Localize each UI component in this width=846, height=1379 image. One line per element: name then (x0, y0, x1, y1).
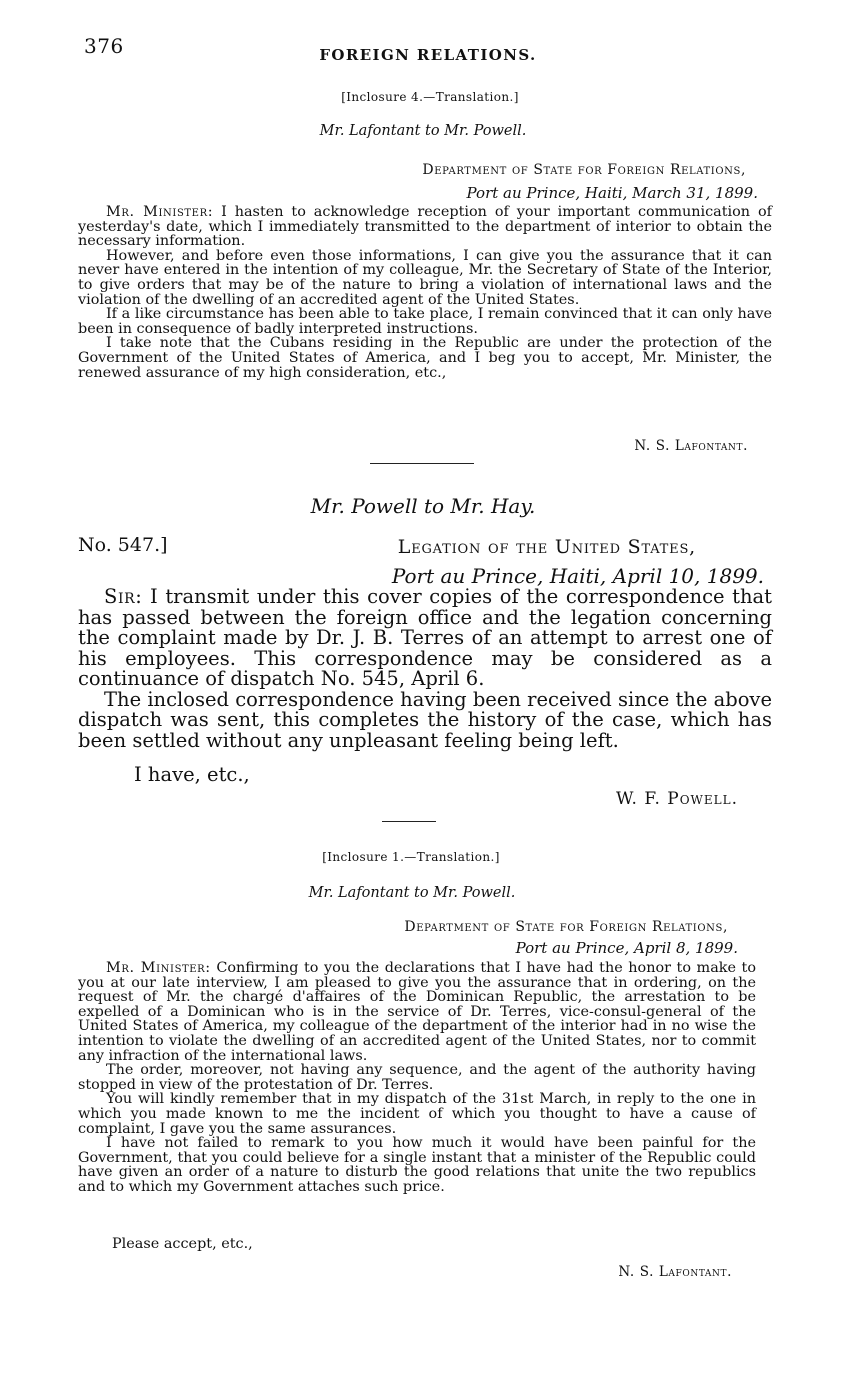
letter-heading-lafontant-2: Mr. Lafontant to Mr. Powell. (308, 885, 516, 901)
signature-lafontant-2: N. S. Lafontant. (618, 1264, 732, 1280)
salutation: Mr. Minister: (106, 204, 214, 220)
letter3-paragraph-2: The order, moreover, not having any sequence, and the agent of the authority having stopped in view of the protestation of Dr. Terres. (78, 1062, 756, 1093)
salutation-2: Mr. Minister: (106, 960, 211, 976)
letter3-body (78, 961, 756, 1195)
letter2-body (78, 587, 772, 751)
inclosure-label-1: [Inclosure 1.—Translation.] (322, 850, 500, 864)
place-date-3: Port au Prince, April 8, 1899. (515, 939, 738, 957)
letter3-paragraph-4: I have not failed to remark to you how much it would have been painful for the Government, that you could believe for a single instant that a minister of the Republic could have given an order of a nature to disturb the good relations that unite the two republics and to which my Government attaches such price. (78, 1135, 756, 1195)
section-divider-1 (370, 463, 474, 464)
letter3-paragraph-3: You will kindly remember that in my dispatch of the 31st March, in reply to the one in which you made known to me the incident of which you thought to have a cause of complaint, I gave you the same assurances. (78, 1091, 756, 1137)
signature-powell: W. F. Powell. (616, 789, 738, 809)
running-title: FOREIGN RELATIONS. (319, 46, 537, 64)
letter3-paragraph-1: Mr. Minister: Confirming to you the declarations that I have had the honor to make to you at our late interview, I am pleased to give you the assurance that in ordering, on the request of Mr. the chargé d'affaires of the Dominican Republic, the arrestation to be expelled of a Dominican who is in the service of Dr. Terres, vice-consul-general of the United States of America, my colleague of the department of the interior had in no wise the intention to violate the dwelling of an accredited agent of the United States, nor to commit any infraction of the international laws. (78, 960, 756, 1064)
inclosure-label-4: [Inclosure 4.—Translation.] (341, 90, 519, 104)
section-divider-2 (382, 821, 436, 822)
place-date-1: Port au Prince, Haiti, March 31, 1899. (466, 184, 758, 202)
department-line-2: Department of State for Foreign Relations, (404, 919, 728, 935)
department-line-1: Department of State for Foreign Relations, (422, 162, 746, 178)
salutation-sir: Sir: (104, 585, 143, 608)
page-number: 376 (84, 34, 124, 58)
letter2-paragraph-1: Sir: I transmit under this cover copies of the correspondence that has passed between the foreign office and the legation concerning the complaint made by Dr. J. B. Terres of an attempt to arrest one of his employees. This correspondence may be considered as a continuance of dispatch No. 545, April 6. (78, 585, 772, 690)
place-date-2: Port au Prince, Haiti, April 10, 1899. (391, 564, 764, 588)
letter1-paragraph-1: Mr. Minister: I hasten to acknowledge reception of your important communication of yesterday's date, which I immediately transmitted to the department of interior to obtain the necessary information. (78, 204, 772, 250)
closing-lafontant: Please accept, etc., (112, 1236, 253, 1252)
letter1-paragraph-3: If a like circumstance has been able to take place, I remain convinced that it can only have been in consequence of badly interpreted instructions. (78, 306, 772, 337)
signature-lafontant-1: N. S. Lafontant. (634, 438, 748, 454)
letter1-body (78, 205, 772, 380)
letter-heading-lafontant-1: Mr. Lafontant to Mr. Powell. (319, 123, 527, 139)
closing-powell: I have, etc., (134, 763, 250, 786)
dispatch-number: No. 547.] (78, 534, 168, 556)
legation-line: Legation of the United States, (397, 536, 696, 558)
letter2-paragraph-2: The inclosed correspondence having been received since the above dispatch was sent, this completes the history of the case, which has been settled without any unpleasant feeling being left. (78, 687, 772, 752)
letter-heading-powell: Mr. Powell to Mr. Hay. (310, 494, 536, 518)
letter1-paragraph-2: However, and before even those informations, I can give you the assurance that it can never have entered in the intention of my colleague, Mr. the Secretary of State of the Interior, to give orders that may be of the nature to bring a violation of international laws and the violation of the dwelling of an accredited agent of the United States. (78, 247, 772, 308)
letter1-paragraph-4: I take note that the Cubans residing in the Republic are under the protection of the Government of the United States of America, and I beg you to accept, Mr. Minister, the renewed assurance of my high consideration, etc., (78, 335, 772, 381)
